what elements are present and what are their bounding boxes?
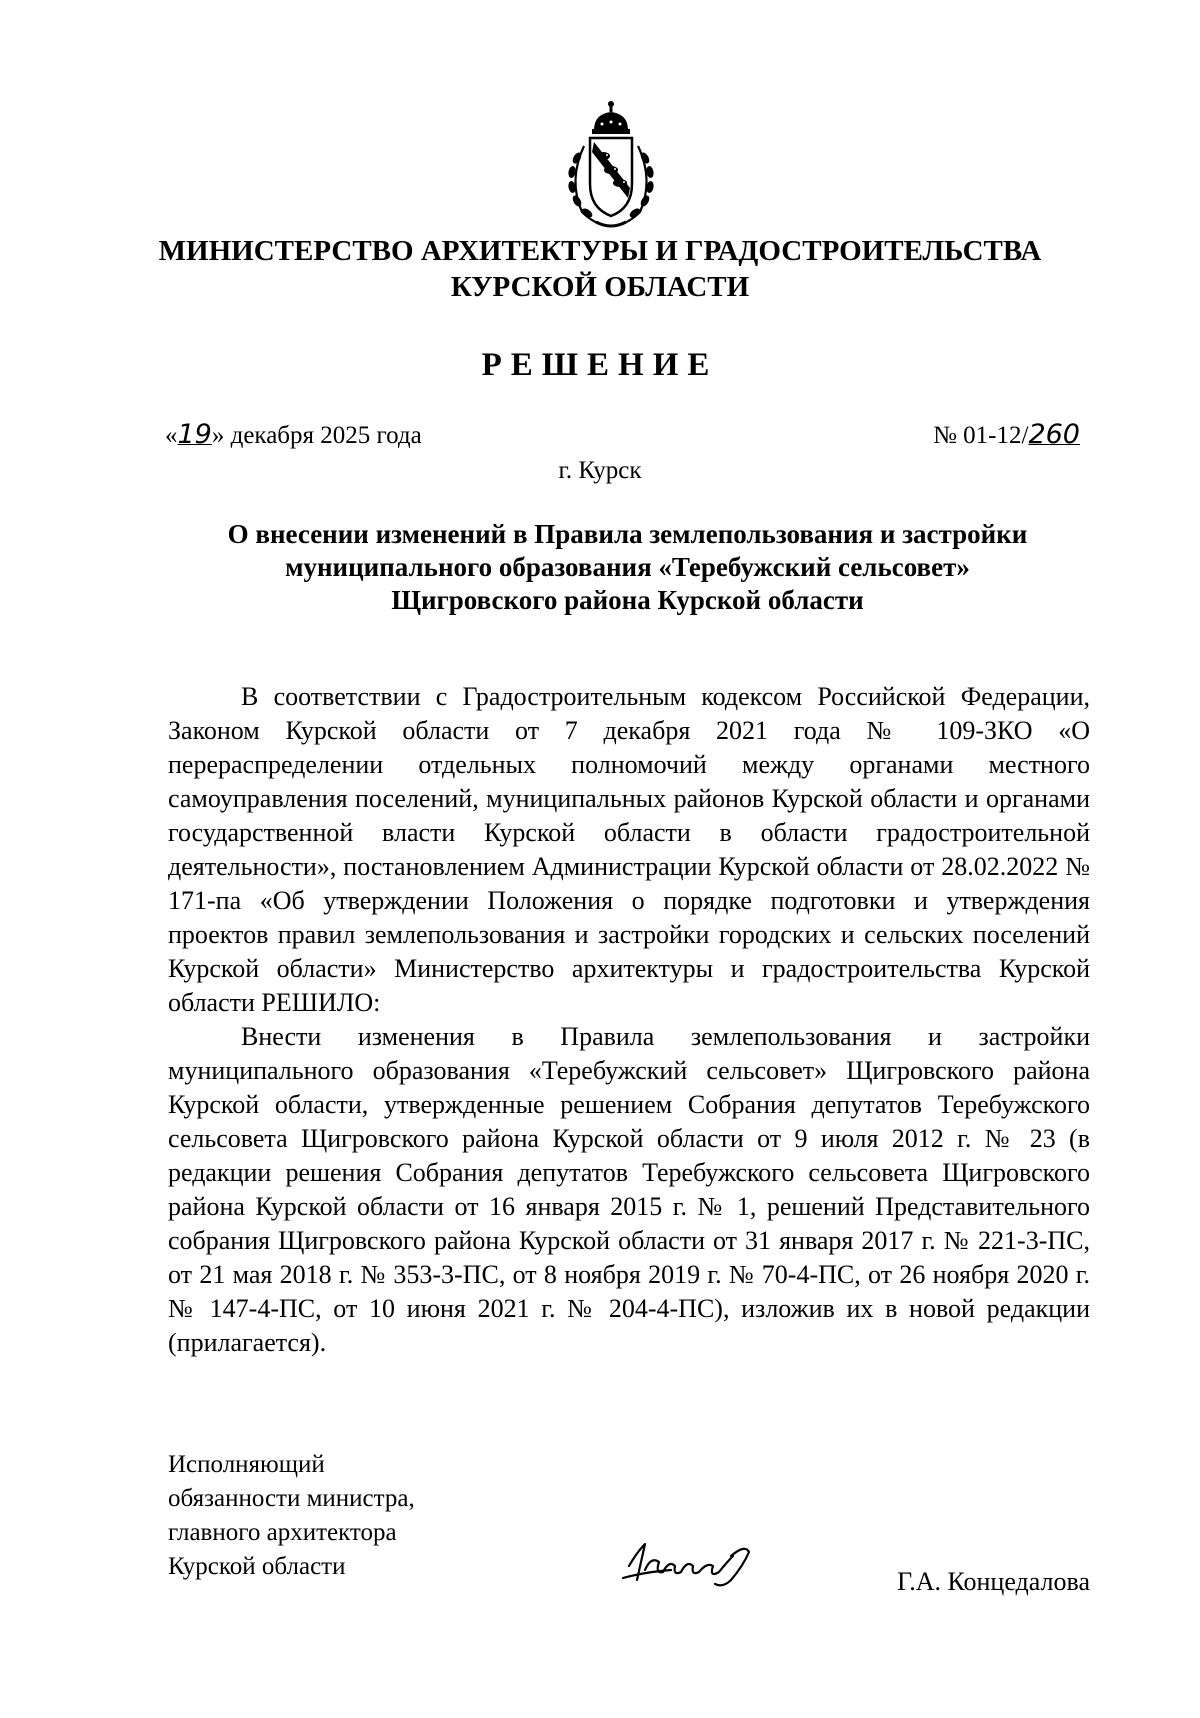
signatory-role-line: обязанности министра, bbox=[168, 1485, 415, 1512]
ministry-name-line2: КУРСКОЙ ОБЛАСТИ bbox=[450, 271, 750, 303]
number-handwritten: 260 bbox=[1028, 419, 1080, 450]
document-subject bbox=[165, 518, 1090, 617]
signatory-role-line: Курской области bbox=[168, 1553, 346, 1580]
date-rest: » декабря 2025 года bbox=[211, 422, 422, 449]
body-paragraph-preamble: В соответствии с Градостроительным кодексом Российской Федерации, Законом Курской области от 7 декабря 2021 года № 109-ЗКО «О перераспределении отдельных полномочий между органами местного самоуправления поселений, муниципальных районов Курской области и органами государственной власти Курской области в области градостроительной деятельности», постановлением Администрации Курской области от 28.02.2022 № 171-па «Об утверждении Положения о порядке подготовки и утверждения проектов правил землепользования и застройки городских и сельских поселений Курской области» Министерство архитектуры и градостроительства Курской области РЕШИЛО: bbox=[168, 682, 1090, 1017]
signature-icon bbox=[615, 1522, 765, 1597]
signatory-role-line: Исполняющий bbox=[168, 1451, 325, 1478]
signatory-role-line: главного архитектора bbox=[168, 1519, 397, 1546]
date-quote-open: « bbox=[165, 422, 178, 449]
document-body bbox=[168, 680, 1090, 1360]
document-type-title: РЕШЕНИЕ bbox=[481, 347, 719, 383]
coat-of-arms-icon bbox=[550, 100, 672, 230]
signatory-role bbox=[168, 1448, 415, 1584]
city: г. Курск bbox=[558, 457, 642, 484]
date-day-handwritten: 19 bbox=[177, 419, 212, 450]
subject-line3: Щигровского района Курской области bbox=[391, 585, 864, 615]
subject-line2: муниципального образования «Теребужский сельсовет» bbox=[285, 552, 970, 582]
document-number bbox=[933, 419, 1080, 450]
ministry-name-line1: МИНИСТЕРСТВО АРХИТЕКТУРЫ И ГРАДОСТРОИТЕЛЬСТВА bbox=[158, 235, 1042, 267]
document-date bbox=[165, 419, 422, 450]
body-paragraph-decision: Внести изменения в Правила землепользования и застройки муниципального образования «Теребужский сельсовет» Щигровского района Курской области, утвержденные решением Собрания депутатов Теребужского сельсовета Щигровского района Курской области от 9 июля 2012 г. № 23 (в редакции решения Собрания депутатов Теребужского сельсовета Щигровского района Курской области от 16 января 2015 г. № 1, решений Представительного собрания Щигровского района Курской области от 31 января 2017 г. № 221-3-ПС, от 21 мая 2018 г. № 353-3-ПС, от 8 ноября 2019 г. № 70-4-ПС, от 26 ноября 2020 г. № 147-4-ПС, от 10 июня 2021 г. № 204-4-ПС), изложив их в новой редакции (прилагается). bbox=[168, 1022, 1090, 1357]
signatory-name: Г.А. Концедалова bbox=[897, 1567, 1090, 1596]
subject-line1: О внесении изменений в Правила землепользования и застройки bbox=[227, 519, 1028, 549]
number-prefix: № 01-12/ bbox=[933, 422, 1029, 449]
